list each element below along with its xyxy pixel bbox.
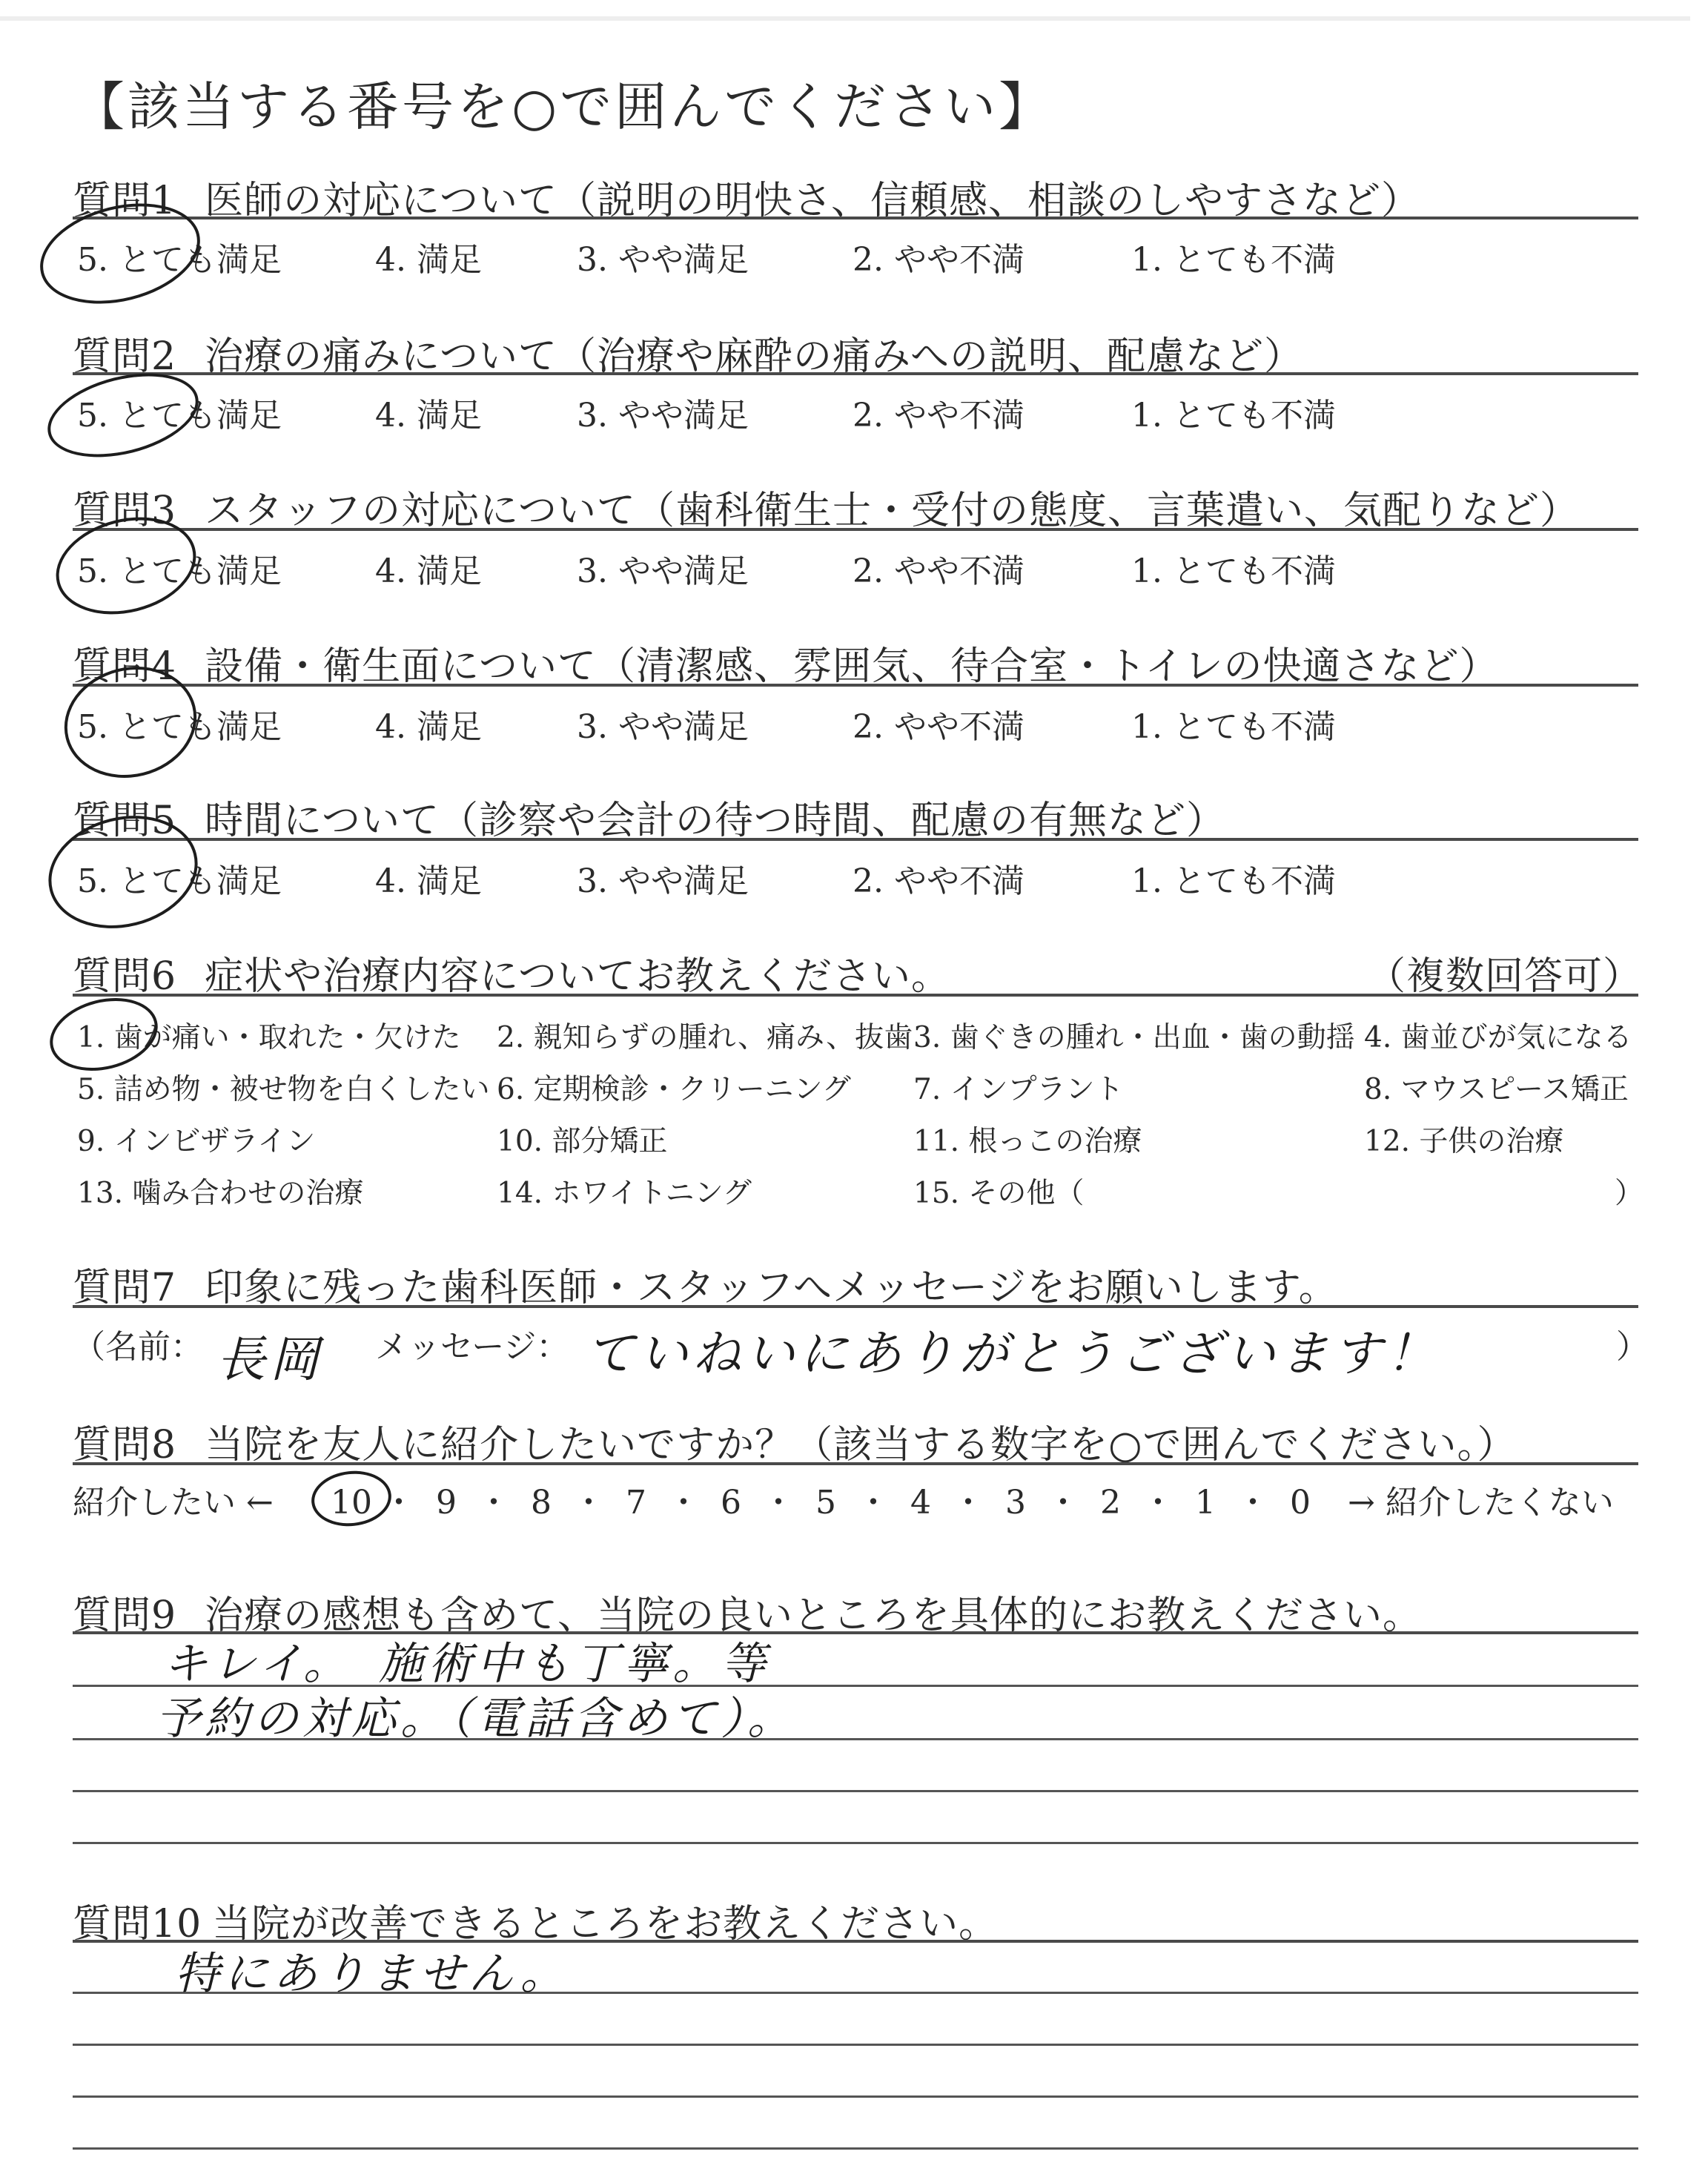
q1-option-3[interactable]: 3. やや満足 [577, 241, 749, 279]
scale-6[interactable]: 6 [721, 1484, 741, 1522]
scale-4[interactable]: 4 [910, 1484, 931, 1522]
question-5-heading [73, 789, 1225, 845]
q5-option-4[interactable]: 4. 満足 [375, 862, 482, 900]
q6-option-10[interactable]: 10. 部分矯正 [497, 1125, 668, 1158]
question-4-rule [73, 684, 1638, 687]
question-6-rule [73, 994, 1638, 997]
question-2-rule [73, 372, 1638, 375]
question-6-text: 症状や治療内容についてお教えください。 [205, 954, 951, 999]
q7-name-label: （名前： [73, 1328, 203, 1366]
scale-7[interactable]: 7 [626, 1484, 646, 1522]
scale-2[interactable]: 2 [1100, 1484, 1121, 1522]
answer-line [73, 2044, 1638, 2046]
scale-dot: ・ [1047, 1484, 1079, 1522]
q2-option-1[interactable]: 1. とても不満 [1131, 397, 1336, 435]
question-2-label: 質問2 [73, 334, 177, 379]
scale-3[interactable]: 3 [1005, 1484, 1026, 1522]
scan-edge [0, 16, 1690, 21]
question-5-text: 時間について（診察や会計の待つ時間、配慮の有無など） [205, 799, 1226, 843]
question-8-rule [73, 1462, 1638, 1465]
scale-8[interactable]: 8 [531, 1484, 552, 1522]
question-6-heading [73, 945, 950, 1000]
q7-name-value[interactable]: 長岡 [216, 1331, 323, 1388]
q1-option-2[interactable]: 2. やや不満 [853, 241, 1025, 279]
q6-option-11[interactable]: 11. 根っこの治療 [913, 1125, 1142, 1158]
q6-option-6[interactable]: 6. 定期検診・クリーニング [497, 1073, 851, 1106]
q7-message-label: メッセージ： [375, 1328, 569, 1366]
q3-option-4[interactable]: 4. 満足 [375, 552, 482, 590]
question-7-text: 印象に残った歯科医師・スタッフへメッセージをお願いします。 [205, 1266, 1338, 1310]
answer-line [73, 2147, 1638, 2150]
question-2-text: 治療の痛みについて（治療や麻酔の痛みへの説明、配慮など） [205, 334, 1304, 379]
q3-option-2[interactable]: 2. やや不満 [853, 552, 1025, 590]
question-4-text: 設備・衛生面について（清潔感、雰囲気、待合室・トイレの快適さなど） [205, 644, 1499, 689]
question-3-rule [73, 528, 1638, 531]
question-10-text: 当院が改善できるところをお教えください。 [212, 1902, 999, 1946]
question-6-label: 質問6 [73, 954, 177, 999]
q4-option-3[interactable]: 3. やや満足 [577, 708, 749, 746]
scale-dot: ・ [1142, 1484, 1174, 1522]
q9-answer-line-1[interactable]: キレイ。 施術中も丁寧。等 [163, 1638, 770, 1690]
q6-option-9[interactable]: 9. インビザライン [77, 1125, 316, 1158]
scale-0[interactable]: 0 [1290, 1484, 1311, 1522]
q6-option-7[interactable]: 7. インプラント [913, 1073, 1124, 1106]
q5-option-2[interactable]: 2. やや不満 [853, 862, 1025, 900]
q8-scale [323, 1476, 1328, 1523]
q5-option-1[interactable]: 1. とても不満 [1131, 862, 1336, 900]
scale-dot: ・ [857, 1484, 890, 1522]
q3-option-3[interactable]: 3. やや満足 [577, 552, 749, 590]
scale-10[interactable]: 10 [331, 1484, 372, 1522]
question-6-note: （複数回答可） [1367, 954, 1643, 999]
scale-dot: ・ [477, 1484, 510, 1522]
q6-option-14[interactable]: 14. ホワイトニング [497, 1177, 752, 1210]
q2-option-4[interactable]: 4. 満足 [375, 397, 482, 435]
answer-line [73, 2095, 1638, 2098]
q2-option-3[interactable]: 3. やや満足 [577, 397, 749, 435]
q6-option-13[interactable]: 13. 噛み合わせの治療 [77, 1177, 364, 1210]
scale-dot: ・ [762, 1484, 795, 1522]
q6-option-15[interactable]: 15. その他（ [913, 1177, 1085, 1210]
q1-option-5[interactable]: 5. とても満足 [77, 241, 282, 279]
q5-option-5[interactable]: 5. とても満足 [77, 862, 282, 900]
question-4-heading [73, 635, 1498, 690]
question-1-rule [73, 217, 1638, 219]
page-title: 【該当する番号を○で囲んでください】 [73, 76, 1054, 137]
scale-5[interactable]: 5 [815, 1484, 836, 1522]
q6-option-2[interactable]: 2. 親知らずの腫れ、痛み、抜歯 [497, 1021, 913, 1054]
q6-option-4[interactable]: 4. 歯並びが気になる [1364, 1021, 1632, 1054]
q4-option-4[interactable]: 4. 満足 [375, 708, 482, 746]
scale-dot: ・ [1237, 1484, 1269, 1522]
question-9-text: 治療の感想も含めて、当院の良いところを具体的にお教えください。 [205, 1593, 1423, 1638]
q5-option-3[interactable]: 3. やや満足 [577, 862, 749, 900]
question-8-text: 当院を友人に紹介したいですか？（該当する数字を○で囲んでください。） [205, 1423, 1517, 1467]
q6-option-12[interactable]: 12. 子供の治療 [1364, 1125, 1564, 1158]
question-10-label: 質問10 [73, 1902, 202, 1946]
question-3-heading [73, 479, 1579, 535]
q3-option-1[interactable]: 1. とても不満 [1131, 552, 1336, 590]
question-7-label: 質問7 [73, 1266, 177, 1310]
q4-option-2[interactable]: 2. やや不満 [853, 708, 1025, 746]
answer-line [73, 1790, 1638, 1792]
q6-option-3[interactable]: 3. 歯ぐきの腫れ・出血・歯の動揺 [913, 1021, 1355, 1054]
scale-dot: ・ [572, 1484, 605, 1522]
q3-option-5[interactable]: 5. とても満足 [77, 552, 282, 590]
question-8-label: 質問8 [73, 1423, 177, 1467]
scale-9[interactable]: 9 [436, 1484, 457, 1522]
q4-option-5[interactable]: 5. とても満足 [77, 708, 282, 746]
question-3-label: 質問3 [73, 489, 177, 533]
question-5-rule [73, 838, 1638, 841]
q1-option-4[interactable]: 4. 満足 [375, 241, 482, 279]
q2-option-2[interactable]: 2. やや不満 [853, 397, 1025, 435]
q6-option-8[interactable]: 8. マウスピース矯正 [1364, 1073, 1629, 1106]
question-1-label: 質問1 [73, 179, 177, 223]
q1-option-1[interactable]: 1. とても不満 [1131, 241, 1336, 279]
question-8-heading [73, 1413, 1516, 1469]
q8-right-label: → 紹介したくない [1348, 1484, 1614, 1522]
q2-option-5[interactable]: 5. とても満足 [77, 397, 282, 435]
scale-dot: ・ [952, 1484, 984, 1522]
q6-other-close: ） [1615, 1177, 1644, 1210]
q8-left-label: 紹介したい ← [73, 1484, 274, 1522]
q9-answer-line-2[interactable]: 予約の対応。（電話含めて）。 [156, 1693, 796, 1745]
q7-close: ） [1616, 1328, 1649, 1366]
question-7-rule [73, 1305, 1638, 1308]
question-9-label: 質問9 [73, 1593, 177, 1638]
question-5-label: 質問5 [73, 799, 177, 843]
question-7-heading [73, 1256, 1338, 1312]
scale-dot: ・ [667, 1484, 700, 1522]
scale-1[interactable]: 1 [1195, 1484, 1216, 1522]
q7-message-value[interactable]: ていねいにありがとうございます！ [586, 1325, 1440, 1382]
question-3-text: スタッフの対応について（歯科衛生士・受付の態度、言葉遣い、気配りなど） [205, 489, 1580, 533]
q10-answer[interactable]: 特にありません。 [175, 1948, 569, 2000]
answer-line [73, 1842, 1638, 1844]
q6-option-5[interactable]: 5. 詰め物・被せ物を白くしたい [77, 1073, 490, 1106]
scale-dot: ・ [383, 1484, 415, 1522]
q6-option-1[interactable]: 1. 歯が痛い・取れた・欠けた [77, 1021, 461, 1054]
q4-option-1[interactable]: 1. とても不満 [1131, 708, 1336, 746]
question-4-label: 質問4 [73, 644, 177, 689]
question-1-text: 医師の対応について（説明の明快さ、信頼感、相談のしやすさなど） [205, 179, 1420, 223]
